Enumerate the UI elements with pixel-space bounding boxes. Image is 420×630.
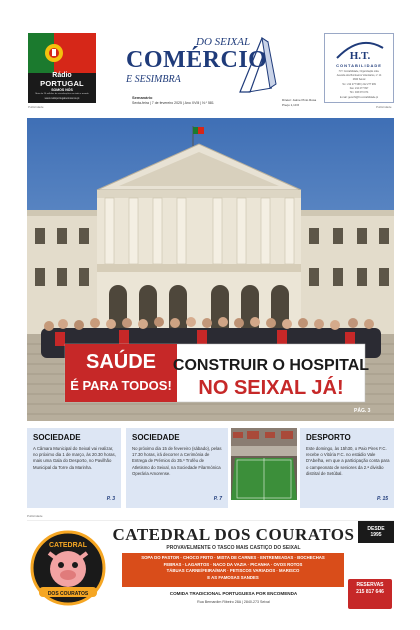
publicity-label: Publicidade xyxy=(376,105,392,109)
radio-portugal-ad[interactable] xyxy=(28,33,96,103)
ht-line: E-mail: geral.ht@ht-contabilidade.pt xyxy=(339,96,379,99)
article-text: No próximo dia 15 de fevereiro (sábado), pelas 17.30 horas, irá decorrer a Cerimónia de Entrega de Prémios do 35.º Troféu de Atletismo do Seixal, na Sociedade Filarmónica Operária Amorense. xyxy=(132,446,222,476)
ad-menu-list xyxy=(122,553,344,587)
logo-subtext: DOS COURATOS xyxy=(47,591,89,597)
masthead-suffix: E SESIMBRA xyxy=(126,74,181,85)
radio-url: www.radioportugalsomosnos.pt xyxy=(44,97,80,100)
article-text: A Câmara Municipal do Seixal vai realizar, no próximo dia 1 de março, às 20.30 horas, mais uma Gala do Desporto, no Pavilhão Municipal da Torre da Marinha. xyxy=(33,446,116,470)
ht-line: Fax: 212 277 997 xyxy=(349,87,369,90)
ht-line: H.T. Contabilidade, Organização Ltda. xyxy=(338,70,380,73)
article-box[interactable] xyxy=(27,428,121,508)
banner-seixal-now-text: NO SEIXAL JÁ! xyxy=(198,377,344,399)
ht-logo-icon xyxy=(335,40,385,62)
ht-name: CONTABILIDADE xyxy=(336,63,382,68)
logo-text: CATEDRAL xyxy=(49,542,87,549)
article-page: P. 15 xyxy=(376,496,388,502)
ht-logo-text: H.T. xyxy=(349,50,371,62)
hero-page-ref: PÁG. 3 xyxy=(354,408,371,414)
ht-line: Avenida dos Bombeiros Voluntários, nº 14 xyxy=(336,74,382,77)
hero-photo[interactable] xyxy=(27,118,394,421)
article-page: P. 7 xyxy=(213,496,222,502)
ad-order-text: COMIDA TRADICIONAL PORTUGUESA POR ENCOMENDA xyxy=(169,591,298,596)
masthead xyxy=(118,34,294,92)
since-badge xyxy=(358,521,394,543)
reservations-phone: 215 817 646 xyxy=(356,589,384,595)
banner-health-text: SAÚDE xyxy=(85,351,157,373)
article-section: SOCIEDADE xyxy=(33,433,81,442)
radio-tag: SOMOS NÓS xyxy=(51,88,73,92)
stadium-image xyxy=(231,428,297,500)
ht-line: Tlm: 933 673 074 xyxy=(349,91,369,94)
parliament-photo xyxy=(27,118,394,421)
menu-line: TÁBUAS CARNE/FEIRA/MAR · PETISCOS VARIADOS · MARISCO xyxy=(166,568,300,574)
ht-contabilidade-ad[interactable] xyxy=(324,33,394,103)
issue-info xyxy=(132,95,214,106)
portugal-flag-icon xyxy=(28,33,96,73)
catedral-dos-couratos-ad[interactable] xyxy=(27,520,394,612)
banner-build-hospital-text: CONSTRUIR O HOSPITAL xyxy=(172,357,370,374)
radio-name: Rádio xyxy=(52,72,72,79)
since-year: 1995 xyxy=(370,532,382,538)
issue-date-line: Sexta-feira | 7 de fevereiro 2025 | Ano XVIII | N.º 581 xyxy=(132,101,214,105)
since-label: DESDE xyxy=(367,526,385,532)
article-section: SOCIEDADE xyxy=(132,433,180,442)
masthead-prefix: DO SEIXAL xyxy=(196,36,251,48)
director-info xyxy=(282,98,316,107)
ht-line: Tel.: 212 277 998 | 212 277 999 xyxy=(342,83,376,86)
banner-for-all-text: É PARA TODOS! xyxy=(70,378,172,393)
publicity-label: Publicidade xyxy=(27,514,43,518)
article-section: DESPORTO xyxy=(306,433,351,442)
article-text: Este domingo, às 15h30, o Paio Pires F.C. recebe o Vitória F.C. no estádio Vale D'Abelha, em que a participação conta para o campeonato de seniores da 2.ª divisão distrital de Setúbal. xyxy=(306,446,390,476)
menu-line: E AS FAMOSAS SANDES xyxy=(207,574,259,580)
issue-price: Preço 1,10 € xyxy=(282,102,300,107)
article-box[interactable] xyxy=(300,428,394,508)
menu-line: FEBRAS · LAGARTOS · NACO DA VAZIA · PICANHA · OVOS ROTOS xyxy=(163,561,303,567)
radio-slogan: Mais de 25 milhões de visualizações em todo o mundo xyxy=(35,93,89,95)
director-name: Diretor: Jaime Pinto Rosa xyxy=(282,98,317,102)
issue-frequency: Semanário xyxy=(132,95,153,100)
reservations-label: RESERVAS xyxy=(356,582,384,588)
ad-tagline: PROVAVELMENTE O TASCO MAIS CASTIÇO DO SEIXAL xyxy=(166,545,301,551)
radio-brand: PORTUGAL xyxy=(40,79,84,88)
reservations-badge[interactable] xyxy=(348,579,392,609)
ht-line: 2840 Seixal xyxy=(352,78,366,81)
article-page: P. 3 xyxy=(106,496,115,502)
article-box[interactable] xyxy=(126,428,228,508)
ad-business-name: CATEDRAL DOS COURATOS xyxy=(112,525,355,544)
catedral-logo-icon xyxy=(29,529,107,607)
ad-address: Rua Bernardim Ribeiro 28A | 2840-273 Seixal xyxy=(197,600,270,604)
masthead-title: COMÉRCIO xyxy=(126,47,268,73)
stadium-photo[interactable] xyxy=(231,428,297,500)
publicity-label: Publicidade xyxy=(28,105,44,109)
menu-line: SOPA DO PASTOR · CHOCO FRITO · MISTA DE CARNES · ENTREMEADAS · BOCHECHAS xyxy=(141,555,325,560)
